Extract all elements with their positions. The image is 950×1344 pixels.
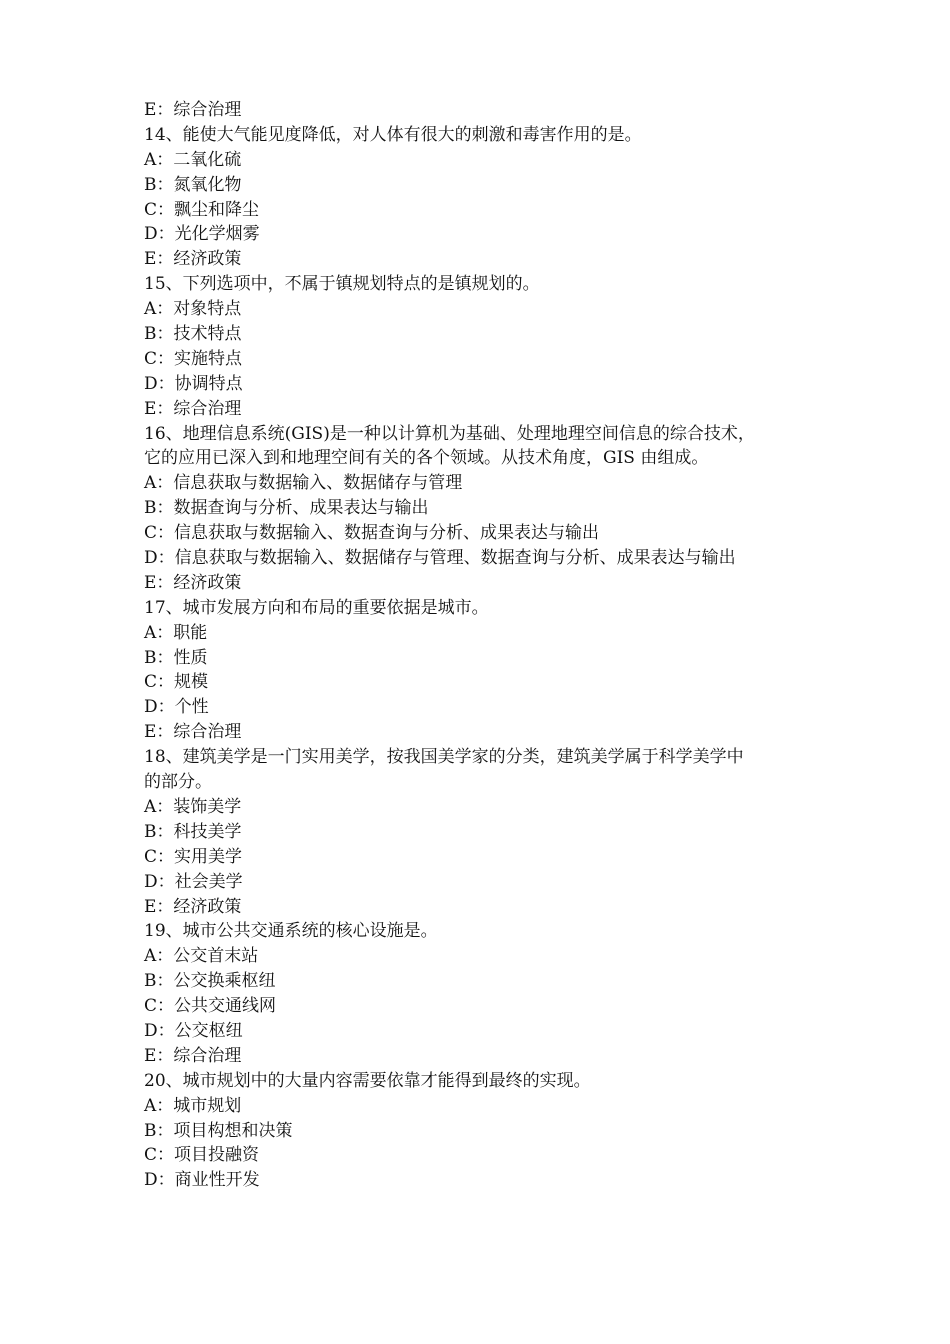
document-line: B：科技美学 — [144, 821, 242, 842]
document-body — [144, 98, 824, 1193]
document-line: 的部分。 — [144, 772, 212, 793]
document-line: B：公交换乘枢纽 — [144, 971, 276, 992]
document-line: 16、地理信息系统(GIS)是一种以计算机为基础、处理地理空间信息的综合技术， — [144, 423, 755, 444]
document-line: A：公交首末站 — [144, 946, 259, 967]
document-line: C：实用美学 — [144, 846, 243, 867]
document-line: 17、城市发展方向和布局的重要依据是城市。 — [144, 597, 489, 618]
document-line: C：实施特点 — [144, 348, 243, 369]
document-line: A：装饰美学 — [144, 796, 242, 817]
document-line: D：公交枢纽 — [144, 1020, 243, 1041]
document-line: D：协调特点 — [144, 373, 243, 394]
document-line: 它的应用已深入到和地理空间有关的各个领域。从技术角度，GIS 由组成。 — [144, 448, 709, 469]
document-line: C：规模 — [144, 672, 209, 693]
document-line: A：对象特点 — [144, 299, 242, 320]
document-line: C：信息获取与数据输入、数据查询与分析、成果表达与输出 — [144, 523, 600, 544]
document-line: E：综合治理 — [144, 722, 242, 743]
document-line: 20、城市规划中的大量内容需要依靠才能得到最终的实现。 — [144, 1070, 591, 1091]
document-line: A：职能 — [144, 622, 208, 643]
document-line: D：社会美学 — [144, 871, 243, 892]
document-line: B：技术特点 — [144, 324, 242, 345]
document-line: D：个性 — [144, 697, 209, 718]
document-line: B：性质 — [144, 647, 208, 668]
document-line: E：综合治理 — [144, 398, 242, 419]
document-line: A：二氧化硫 — [144, 149, 242, 170]
document-line: E：经济政策 — [144, 249, 242, 270]
document-line: B：项目构想和决策 — [144, 1120, 293, 1141]
document-line: E：经济政策 — [144, 896, 242, 917]
document-line: E：综合治理 — [144, 1045, 242, 1066]
document-line: C：公共交通线网 — [144, 996, 277, 1017]
document-line: 18、建筑美学是一门实用美学，按我国美学家的分类，建筑美学属于科学美学中 — [144, 747, 744, 768]
document-line: 19、城市公共交通系统的核心设施是。 — [144, 921, 438, 942]
document-line: D：光化学烟雾 — [144, 224, 260, 245]
document-line: E：经济政策 — [144, 572, 242, 593]
document-line: A：城市规划 — [144, 1095, 242, 1116]
document-line: C：项目投融资 — [144, 1145, 260, 1166]
document-line: E：综合治理 — [144, 100, 242, 120]
document-line: C：飘尘和降尘 — [144, 199, 260, 220]
document-line: D：商业性开发 — [144, 1170, 260, 1191]
document-line: 14、能使大气能见度降低，对人体有很大的刺激和毒害作用的是。 — [144, 124, 642, 145]
document-line: D：信息获取与数据输入、数据储存与管理、数据查询与分析、成果表达与输出 — [144, 548, 736, 569]
document-line: B：氮氧化物 — [144, 174, 242, 195]
document-line: 15、下列选项中，不属于镇规划特点的是镇规划的。 — [144, 274, 540, 295]
document-line: A：信息获取与数据输入、数据储存与管理 — [144, 473, 463, 494]
document-line: B：数据查询与分析、成果表达与输出 — [144, 498, 429, 519]
